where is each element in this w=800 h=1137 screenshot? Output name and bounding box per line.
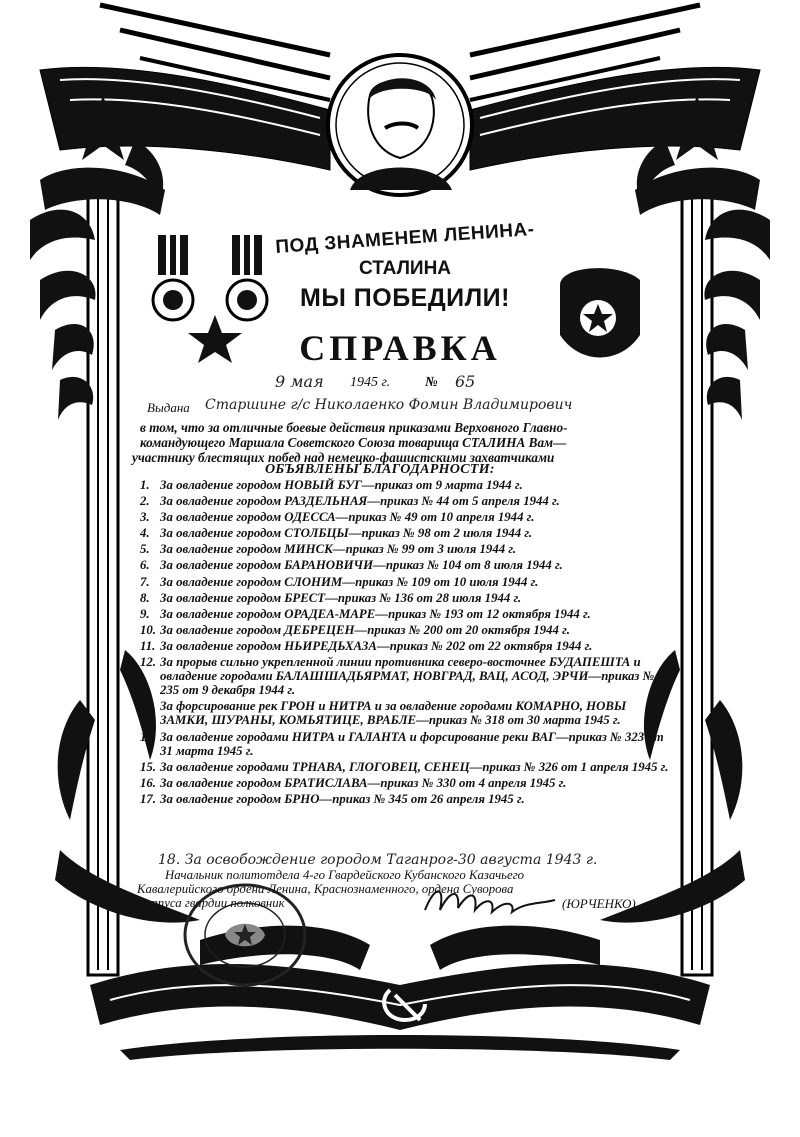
order-number: 10. [140,622,156,637]
order-text: За прорыв сильно укрепленной линии противника северо-восточнее БУДАПЕШТА и овладение городами БАЛАШШАДЬЯРМАТ, НОВГРАД, ВАЦ, АСОД, ЭРЧИ—приказ № 235 от 9 декабря 1944 г. [160,655,655,698]
order-number: 13. [140,699,156,714]
certificate-number: 65 [455,372,476,391]
list-item [140,639,670,653]
recipient-name: Старшине г/с Николаенко Фомин Владимирович [205,397,573,413]
issued-label: Выдана [147,400,190,415]
signature-line-2: Кавалерийского ордена Ленина, Краснознаменного, ордена Суворова [137,882,514,896]
orders-list [140,478,670,808]
list-item [140,792,670,806]
order-text: За овладение городом ДЕБРЕЦЕН—приказ № 200 от 20 октября 1944 г. [160,622,570,637]
date-year: 1945 г. [350,375,391,390]
signature-line-3: Корпуса гвардии полковник [137,896,285,910]
order-text: За овладение городом БАРАНОВИЧИ—приказ № 104 от 8 июля 1944 г. [160,558,563,573]
issued-to-line [147,397,685,419]
intro-line-2: командующего Маршала Советского Союза товарища СТАЛИНА Вам— [140,435,567,450]
slogan-line-2: СТАЛИНА [358,258,452,279]
order-number: 6. [140,558,150,573]
order-text: За овладение городами НИТРА и ГАЛАНТА и форсирование реки ВАГ—приказ № 323 от 31 марта 1945 г. [160,729,664,758]
order-number: 17. [140,791,156,806]
slogan-line-1: ПОД ЗНАМЕНЕМ ЛЕНИНА- [274,218,536,259]
document-title: СПРАВКА [299,328,501,368]
order-text: За овладение городом БРНО—приказ № 345 от 26 апреля 1945 г. [160,791,525,806]
order-text: За овладение городом СЛОНИМ—приказ № 109 от 10 июля 1944 г. [160,574,539,589]
intro-line-1: в том, что за отличные боевые действия приказами Верховного Главно- [140,420,568,435]
signatory-name: (ЮРЧЕНКО) [562,896,636,911]
list-item [140,478,670,492]
order-number: 7. [140,574,150,589]
list-item [140,730,670,758]
number-label: № [425,375,438,390]
order-number: 11. [140,638,156,653]
list-item [140,699,670,727]
order-number: 14. [140,729,156,744]
slogan-line-3: МЫ ПОБЕДИЛИ! [300,284,510,312]
order-number: 16. [140,775,156,790]
intro-line-3: участнику блестящих побед над немецко-фашистскими захватчиками [132,450,555,465]
order-number: 4. [140,526,150,541]
portrait-medallion [328,55,472,195]
list-item [140,591,670,605]
list-item [140,760,670,774]
list-item [140,623,670,637]
order-text: За овладение городом ОРАДЕА-МАРЕ—приказ № 193 от 12 октября 1944 г. [160,606,591,621]
order-text: За овладение городом БРАТИСЛАВА—приказ № 330 от 4 апреля 1945 г. [160,775,567,790]
order-number: 2. [140,494,150,509]
order-number: 15. [140,759,156,774]
list-item [140,776,670,790]
order-number: 3. [140,510,150,525]
list-item [140,494,670,508]
date-day-month: 9 мая [275,372,324,391]
guards-badge-icon [560,268,640,357]
order-text: За овладение городом РАЗДЕЛЬНАЯ—приказ № 44 от 5 апреля 1944 г. [160,494,560,509]
order-text: За овладение городом СТОЛБЦЫ—приказ № 98 от 2 июля 1944 г. [160,526,533,541]
list-item [140,542,670,556]
order-text: За форсирование рек ГРОН и НИТРА и за овладение городами КОМАРНО, НОВЫ ЗАМКИ, ШУРАНЫ, КОМЬЯТИЦЕ, ВРАБЛЕ—приказ № 318 от 30 марта 1945 г. [160,699,627,728]
right-banner [470,5,760,170]
signature-line-1: Начальник политотдела 4-го Гвардейского Кубанского Казачьего [165,868,525,882]
list-item [140,510,670,524]
order-number: 5. [140,542,150,557]
list-item [140,607,670,621]
left-banner [40,5,330,170]
order-number: 8. [140,590,150,605]
date-line [265,372,665,396]
medals-icon [153,235,267,363]
order-text: За овладение городами ТРНАВА, ГЛОГОВЕЦ, СЕНЕЦ—приказ № 326 от 1 апреля 1945 г. [160,759,669,774]
order-text: За овладение городом БРЕСТ—приказ № 136 от 28 июля 1944 г. [160,590,522,605]
list-item [140,575,670,589]
order-text: За овладение городом МИНСК—приказ № 99 от 3 июля 1944 г. [160,542,517,557]
handwritten-extra-order: 18. За освобождение городом Таганрог-30 августа 1943 г. [158,852,598,868]
order-text: За овладение городом НЬИРЕДЬХАЗА—приказ № 202 от 22 октября 1944 г. [160,638,593,653]
order-number: 1. [140,478,150,492]
order-number: 12. [140,655,156,670]
order-text: За овладение городом НОВЫЙ БУГ—приказ от 9 марта 1944 г. [160,478,523,492]
list-item [140,655,670,697]
list-item [140,526,670,540]
announcement-heading: ОБЪЯВЛЕНЫ БЛАГОДАРНОСТИ: [265,462,495,477]
list-item [140,558,670,572]
handwritten-signature-icon [420,880,560,920]
order-text: За овладение городом ОДЕССА—приказ № 49 от 10 апреля 1944 г. [160,510,535,525]
order-number: 9. [140,606,150,621]
